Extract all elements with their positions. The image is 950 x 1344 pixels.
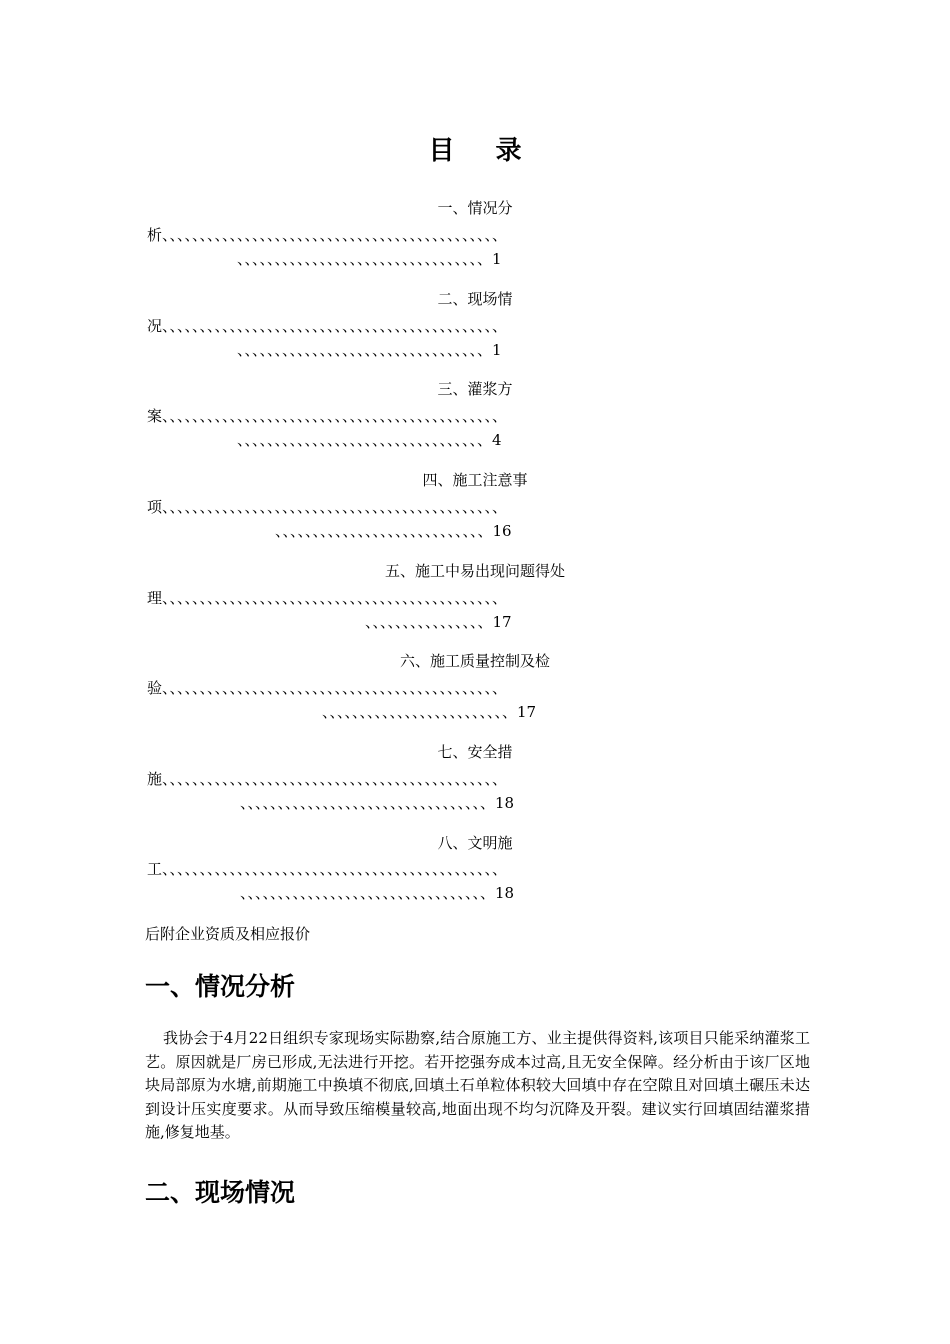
toc-entry-6-page: 、、、、、、、、、、、、、、、、、、、、、、、、、17: [322, 703, 537, 721]
toc-entry-4-page: 、、、、、、、、、、、、、、、、、、、、、、、、、、、、16: [275, 522, 512, 540]
toc-entry-8-title[interactable]: 八、文明施: [437, 834, 513, 852]
toc-appendix: 后附企业资质及相应报价: [145, 925, 311, 943]
toc-entry-4-leader: 项、、、、、、、、、、、、、、、、、、、、、、、、、、、、、、、、、、、、、、、、、、、、、: [147, 498, 508, 516]
toc-entry-5-leader: 理、、、、、、、、、、、、、、、、、、、、、、、、、、、、、、、、、、、、、、、、、、、、、: [147, 589, 508, 607]
toc-entry-8-leader: 工、、、、、、、、、、、、、、、、、、、、、、、、、、、、、、、、、、、、、、、、、、、、、: [147, 860, 508, 878]
toc-entry-1-title[interactable]: 一、情况分: [437, 199, 513, 217]
toc-entry-2-title[interactable]: 二、现场情: [437, 290, 513, 308]
toc-entry-3-page: 、、、、、、、、、、、、、、、、、、、、、、、、、、、、、、、、、4: [237, 431, 502, 449]
toc-entry-5-title[interactable]: 五、施工中易出现问题得处: [384, 562, 565, 580]
toc-entry-6-title[interactable]: 六、施工质量控制及检: [399, 652, 550, 670]
toc-entry-1-page: 、、、、、、、、、、、、、、、、、、、、、、、、、、、、、、、、、1: [237, 250, 502, 268]
toc-entry-4-title[interactable]: 四、施工注意事: [422, 471, 528, 489]
toc-entry-2-leader: 况、、、、、、、、、、、、、、、、、、、、、、、、、、、、、、、、、、、、、、、、、、、、、: [147, 317, 508, 335]
toc-entry-5-page: 、、、、、、、、、、、、、、、、17: [365, 613, 512, 631]
toc-entry-6-leader: 验、、、、、、、、、、、、、、、、、、、、、、、、、、、、、、、、、、、、、、、、、、、、、: [147, 679, 508, 697]
toc-entry-7-leader: 施、、、、、、、、、、、、、、、、、、、、、、、、、、、、、、、、、、、、、、、、、、、、、: [147, 770, 508, 788]
section-1-paragraph: 我协会于4月22日组织专家现场实际勘察,结合原施工方、业主提供得资料,该项目只能采纳灌浆工艺。原因就是厂房已形成,无法进行开挖。若开挖强夯成本过高,且无安全保障。经分析由于该厂区地块局部原为水塘,前期施工中换填不彻底,回填土石单粒体积较大回填中存在空隙且对回填土碾压未达到设计压实度要求。从而导致压缩模量较高,地面出现不均匀沉降及开裂。建议实行回填固结灌浆措施,修复地基。: [145, 1029, 810, 1141]
toc-entry-3-title[interactable]: 三、灌浆方: [437, 380, 513, 398]
section-1-heading: 一、情况分析: [145, 972, 296, 1001]
toc-title: 目 录: [428, 136, 538, 166]
toc-entry-8-page: 、、、、、、、、、、、、、、、、、、、、、、、、、、、、、、、、、18: [240, 884, 515, 902]
toc-entry-7-title[interactable]: 七、安全措: [437, 743, 513, 761]
toc-entry-1-leader: 析、、、、、、、、、、、、、、、、、、、、、、、、、、、、、、、、、、、、、、、、、、、、、: [147, 226, 508, 244]
toc-entry-3-leader: 案、、、、、、、、、、、、、、、、、、、、、、、、、、、、、、、、、、、、、、、、、、、、、: [147, 407, 508, 425]
toc-entry-7-page: 、、、、、、、、、、、、、、、、、、、、、、、、、、、、、、、、、18: [240, 794, 515, 812]
toc-entry-2-page: 、、、、、、、、、、、、、、、、、、、、、、、、、、、、、、、、、1: [237, 341, 502, 359]
section-2-heading: 二、现场情况: [145, 1178, 296, 1207]
